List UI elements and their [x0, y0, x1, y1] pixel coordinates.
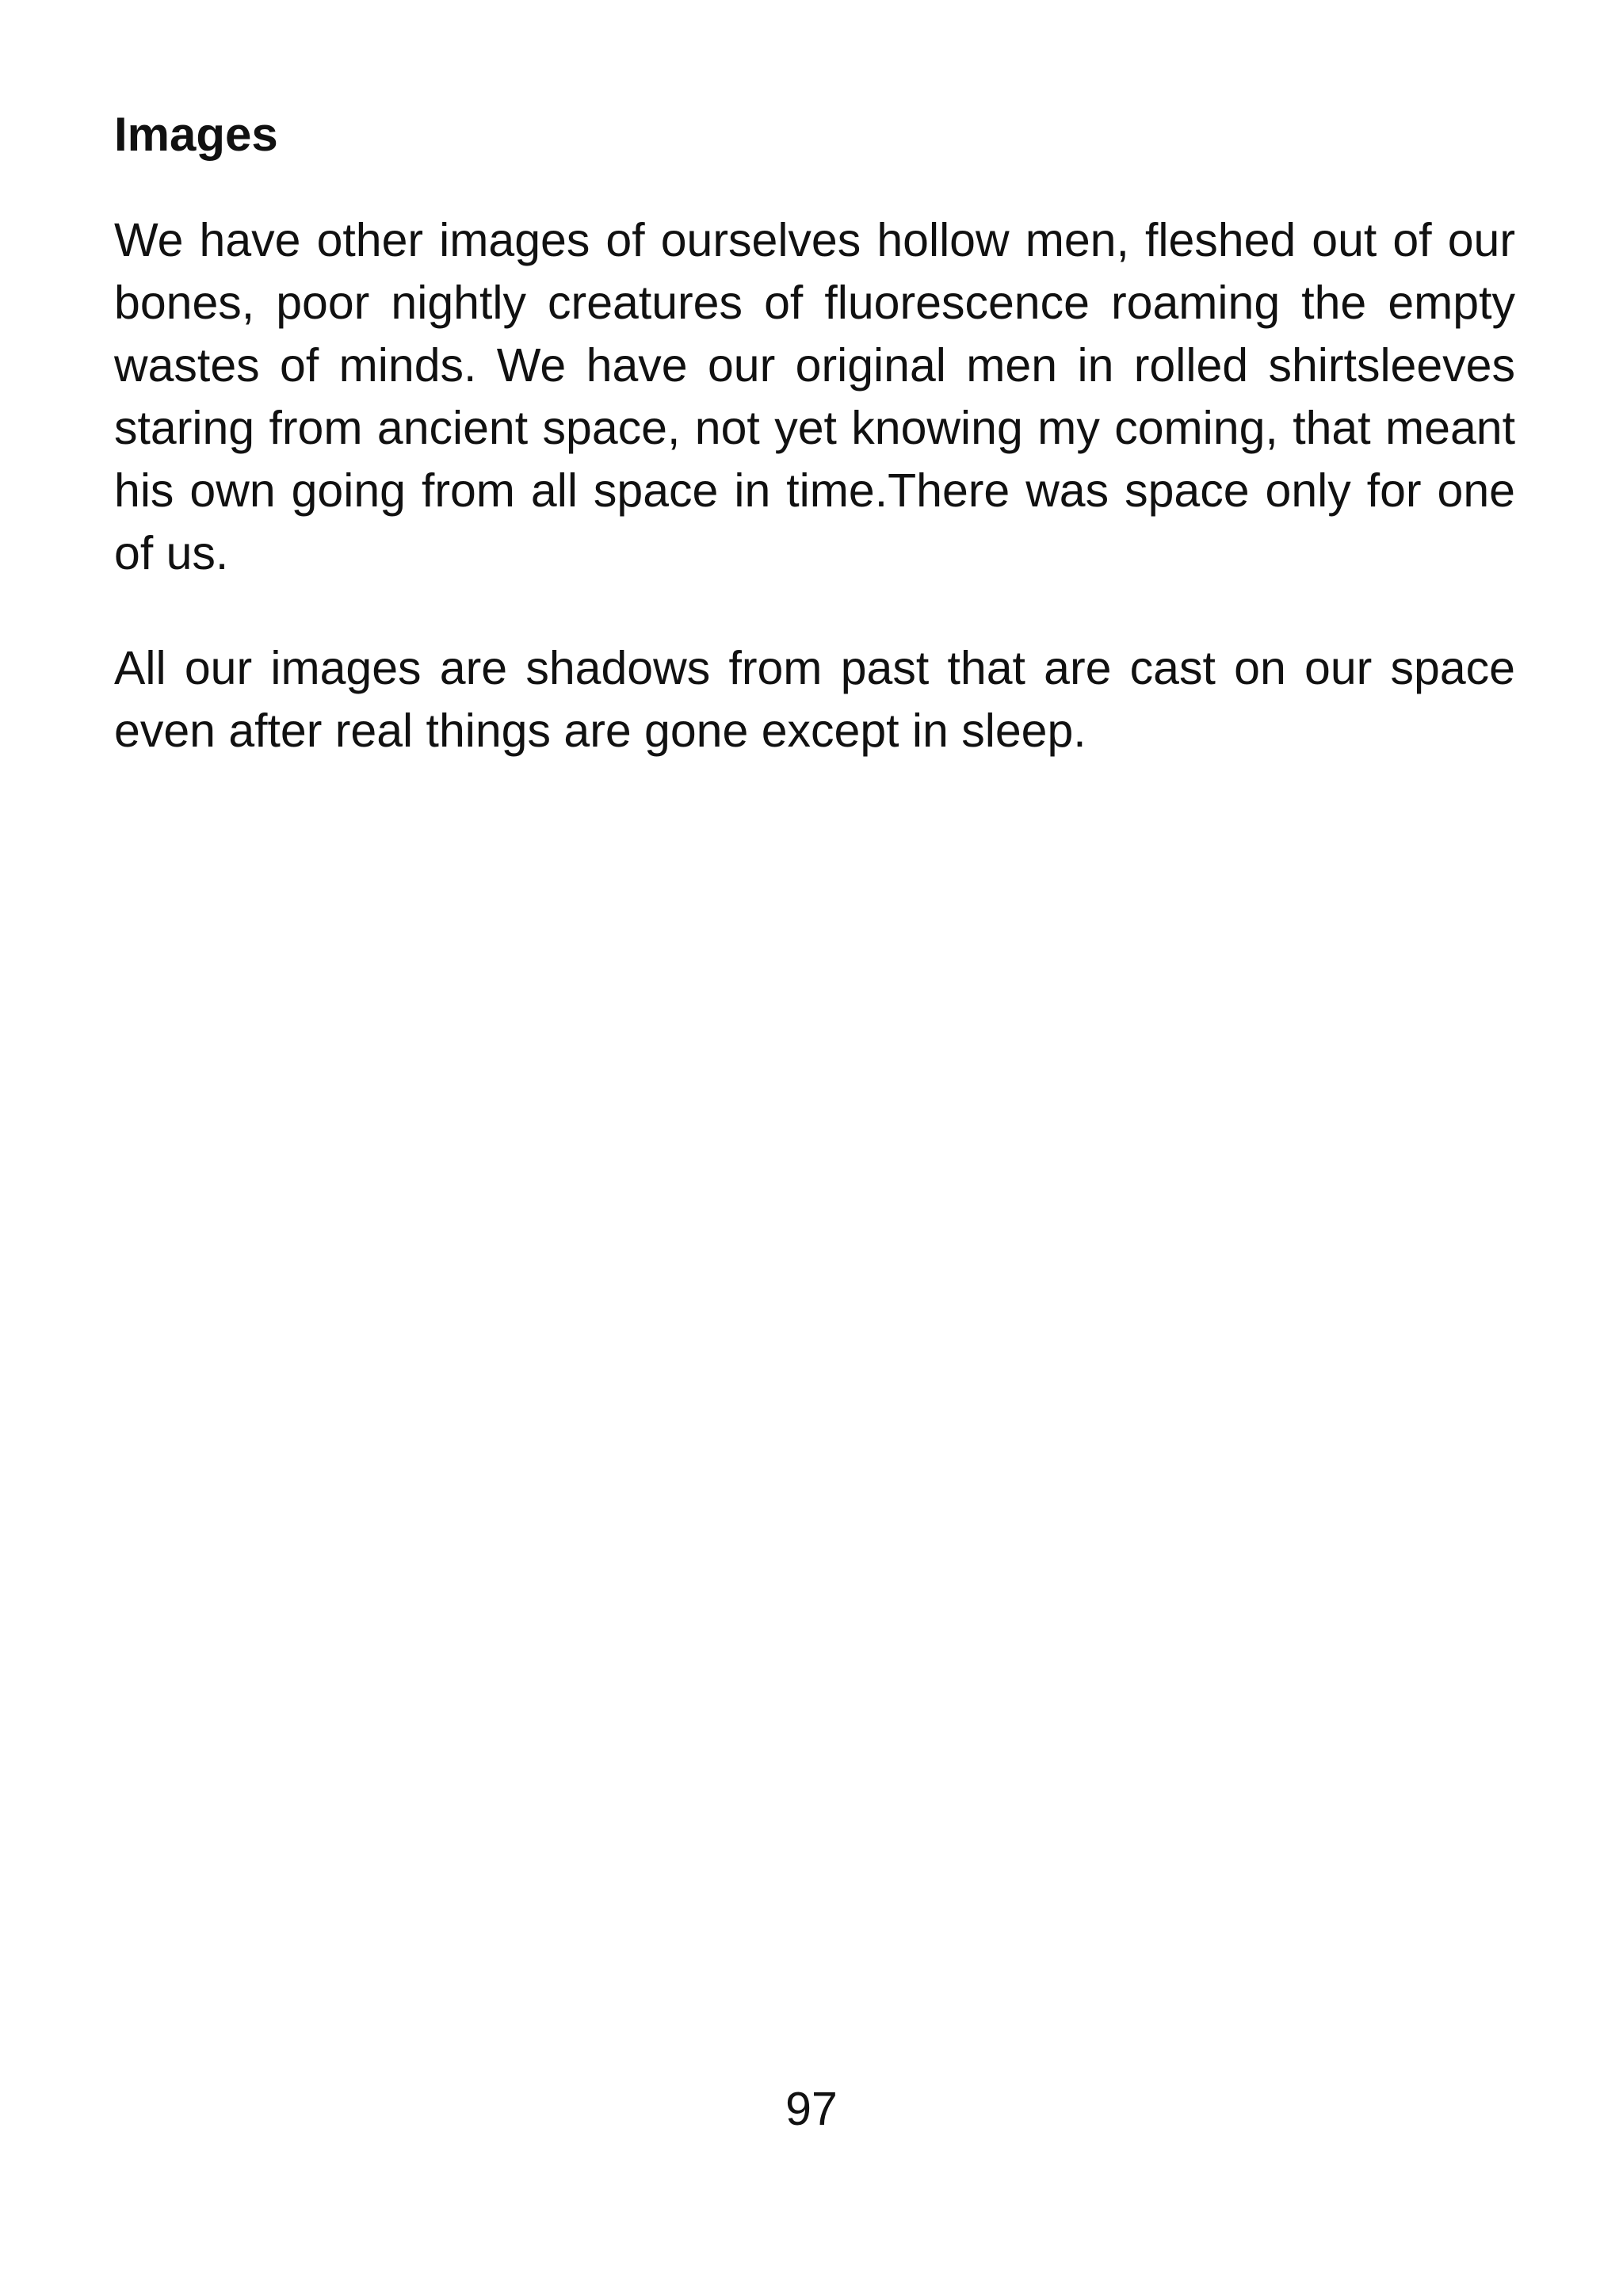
paragraph-1: We have other images of ourselves hollow men, fleshed out of our bones, poor nightly creatures of fluorescence roaming the empty wastes of minds. We have our original men in rolled shirtsleeves staring from ancient space, not yet knowing my coming, that meant his own going from all space in time.There was space only for one of us. [114, 214, 1515, 579]
page-content [114, 95, 1515, 762]
paragraph-2: All our images are shadows from past that are cast on our space even after real things are gone except in sleep. [114, 642, 1515, 757]
section-heading: Images [114, 108, 278, 161]
page-number: 97 [785, 2083, 838, 2135]
